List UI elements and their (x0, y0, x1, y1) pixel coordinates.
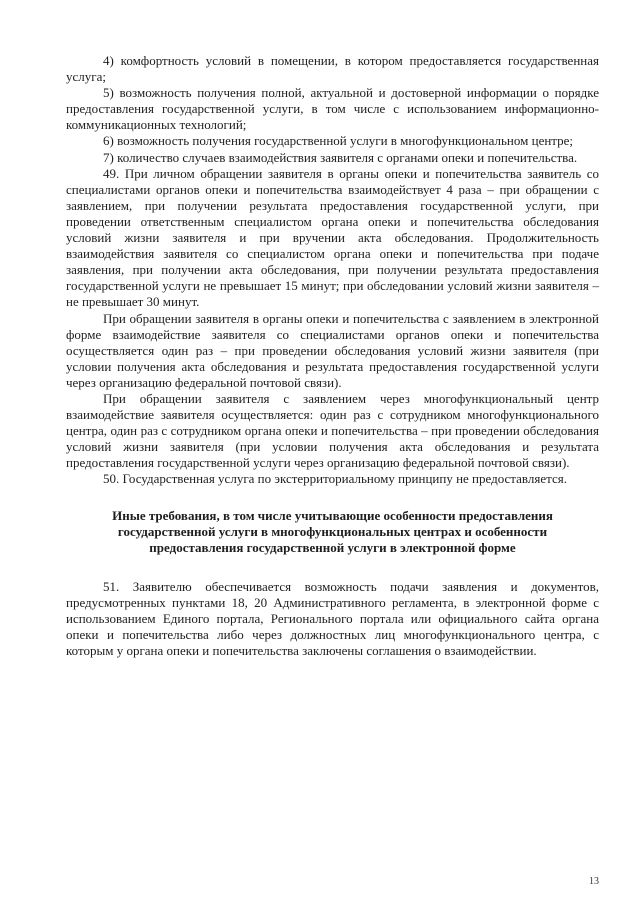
paragraph-50: 50. Государственная услуга по экстерриториальному принципу не предоставляется. (103, 471, 567, 487)
list-item-7-interactions: 7) количество случаев взаимодействия заявителя с органами опеки и попечительства. (103, 149, 578, 165)
paragraph-51: 51. Заявителю обеспечивается возможность подачи заявления и документов, предусмотренных пунктами 18, 20 Административного регламента, в электронной форме с использованием Единого портала, Регионального портала или официального сайта органа опеки и попечительства либо через должностных лиц многофункционального центра, с которым у органа опеки и попечительства заключены соглашения о взаимодействии. (66, 578, 599, 659)
list-item-6-mfc: 6) возможность получения государственной услуги в многофункциональном центре; (103, 133, 574, 149)
list-item-4-comfort: 4) комфортность условий в помещении, в котором предоставляется государственная услуга; (66, 53, 599, 85)
list-item-5-information: 5) возможность получения полной, актуальной и достоверной информации о порядке предоставления государственной услуги, в том числе с использованием информационно-коммуникационных технологий; (66, 85, 599, 133)
section-heading: Иные требования, в том числе учитывающие особенности предоставления государственной услуги в многофункциональных центрах и особенности предоставления государственной услуги в электронной форме (112, 507, 553, 556)
paragraph-electronic-form: При обращении заявителя в органы опеки и попечительства с заявлением в электронной форме взаимодействие заявителя со специалистами органов опеки и попечительства осуществляется один раз – при проведении обследования условий жизни заявителя (при условии получения акта обследования и результата предоставления государственной услуги через организацию федеральной почтовой связи). (66, 310, 599, 390)
document-body (66, 53, 599, 659)
paragraph-mfc-interaction: При обращении заявителя с заявлением через многофункциональный центр взаимодействие заявителя осуществляется: один раз с сотрудником многофункционального центра, один раз с сотрудником органа опеки и попечительства – при проведении обследования условий жизни заявителя (при условии получения акта обследования и результата предоставления государственной услуги через организацию федеральной почтовой связи). (66, 390, 599, 471)
paragraph-49: 49. При личном обращении заявителя в органы опеки и попечительства заявитель со специалистами органов опеки и попечительства взаимодействует 4 раза – при обращении с заявлением, при получении результата предоставления государственной услуги, при проведении ответственным специалистом органа опеки и попечительства обследования условий жизни заявителя и при вручении акта обследования. Продолжительность взаимодействия заявителя со специалистом органа опеки и попечительства при подаче заявления, при получении акта обследования, при получении результата предоставления государственной услуги не превышает 15 минут; при обследовании условий жизни заявителя – не превышает 30 минут. (66, 165, 599, 310)
page-number: 13 (589, 876, 599, 887)
